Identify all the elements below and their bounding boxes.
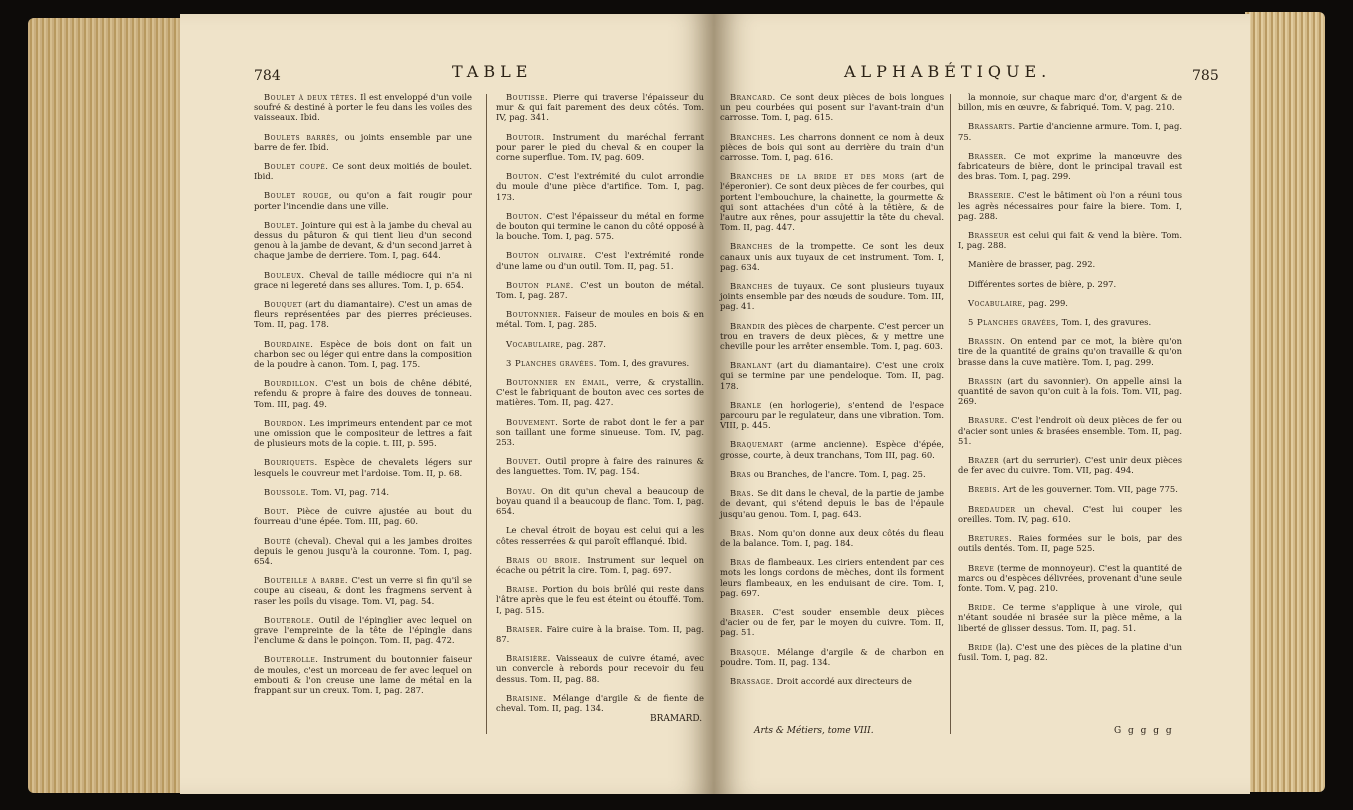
index-entry bbox=[496, 132, 704, 163]
entry-text: Instrument sur lequel on écache ou pétrit la cire. Tom. I, pag. 697. bbox=[496, 554, 704, 575]
running-head: TABLE bbox=[452, 62, 533, 81]
index-entry bbox=[254, 299, 472, 330]
entry-headword: Bouterole. bbox=[264, 614, 314, 625]
entry-headword: Brancard. bbox=[730, 92, 776, 102]
entry-text: des pièces de charpente. C'est percer un trou en travers de deux pièces, & y mettre une cheville pour les arrêter ensemble. Tom. I, pag. 603. bbox=[720, 320, 944, 352]
index-entry bbox=[496, 280, 704, 300]
entry-headword: Braisière. bbox=[506, 653, 551, 664]
index-entry bbox=[958, 190, 1182, 221]
index-entry bbox=[958, 317, 1182, 327]
index-entry bbox=[720, 241, 944, 272]
index-entry bbox=[720, 439, 944, 459]
entry-headword: Breve bbox=[968, 562, 995, 573]
entry-text: Les charrons donnent ce nom à deux pièces de bois qui sont au derrière du train d'un carrosse. Tom. I, pag. 616. bbox=[720, 131, 944, 163]
index-entry bbox=[254, 190, 472, 210]
entry-headword: Brasseur bbox=[968, 230, 1010, 241]
entry-headword: Boutonnier. bbox=[506, 309, 561, 320]
entry-text: Art de les gouverner. Tom. VII, page 775. bbox=[1002, 484, 1178, 495]
entry-headword: Brasure. bbox=[968, 415, 1008, 426]
index-entry bbox=[496, 525, 704, 545]
entry-text: pag. 299. bbox=[1028, 297, 1068, 308]
entry-headword: Bride bbox=[968, 641, 993, 652]
entry-text: C'est l'épaisseur du métal en forme de bouton qui termine le canon du côté opposé à la bouche. Tom. I, pag. 575. bbox=[496, 210, 704, 242]
entry-text: (arme ancienne). Espèce d'épée, grosse, courte, à deux tranchans, Tom III, pag. 60. bbox=[720, 439, 944, 460]
index-entry bbox=[496, 377, 704, 408]
entry-text: Faire cuire à la braise. Tom. II, pag. 87. bbox=[496, 623, 704, 644]
index-entry bbox=[254, 220, 472, 261]
index-entry bbox=[720, 281, 944, 312]
entry-text: C'est un bois de chêne débité, refendu & propre à faire des douves de tonneau. Tom. III, pag. 49. bbox=[254, 378, 473, 409]
index-entry bbox=[254, 339, 472, 370]
entry-headword: Branle bbox=[730, 399, 762, 410]
index-entry bbox=[958, 602, 1182, 633]
index-entry bbox=[496, 339, 704, 349]
text-column bbox=[720, 92, 944, 695]
entry-headword: Brassage. bbox=[730, 675, 774, 686]
text-column bbox=[254, 92, 472, 704]
entry-headword: Braser. bbox=[730, 606, 765, 617]
index-entry bbox=[958, 259, 1182, 269]
entry-text: ou Branches, de l'ancre. Tom. I, pag. 25. bbox=[753, 468, 926, 479]
index-entry bbox=[720, 488, 944, 519]
footer-line: Arts & Métiers, tome VIII. bbox=[754, 726, 874, 736]
entry-headword: Bouton. bbox=[506, 171, 543, 182]
index-entry bbox=[720, 676, 944, 686]
index-entry bbox=[496, 171, 704, 202]
entry-text: Partie d'ancienne armure. Tom. I, pag. 75. bbox=[958, 121, 1182, 142]
entry-headword: 5 Planches gravées, bbox=[968, 317, 1059, 328]
entry-headword: Branches bbox=[730, 241, 773, 252]
index-entry bbox=[496, 555, 704, 575]
entry-text: Tom. I, des gravures. bbox=[1061, 317, 1152, 328]
index-entry bbox=[496, 358, 704, 368]
entry-headword: Bras. bbox=[730, 488, 755, 499]
index-entry bbox=[720, 557, 944, 598]
entry-headword: Vocabulaire, bbox=[968, 297, 1026, 308]
index-entry bbox=[720, 528, 944, 548]
entry-headword: Brassarts. bbox=[968, 121, 1016, 132]
entry-text: la monnoie, sur chaque marc d'or, d'argent & de billon, mis en œuvre, & fabriqué. Tom. V, pag. 210. bbox=[958, 92, 1182, 113]
entry-text: C'est le bâtiment où l'on a réuni tous les agrès nécessaires pour faire la biere. Tom. I, pag. 288. bbox=[958, 190, 1182, 221]
index-entry bbox=[496, 309, 704, 329]
index-entry bbox=[254, 654, 472, 695]
entry-text: C'est un verre si fin qu'il se coupe au ciseau, & dont les fragmens servent à raser les poils du visage. Tom. VI, pag. 54. bbox=[254, 575, 472, 606]
entry-text: Jointure qui est à la jambe du cheval au dessus du pâturon & qui tient lieu d'un second genou à la jambe de devant, & d'un second jarret à chaque jambe de derriere. Tom. I, pag. 644. bbox=[254, 219, 472, 261]
running-head: ALPHABÉTIQUE. bbox=[844, 62, 1052, 81]
entry-text: Vaisseaux de cuivre étamé, avec un convercle à rebords pour recevoir du feu dessus. Tom. II, pag. 88. bbox=[496, 653, 704, 684]
entry-headword: Braise. bbox=[506, 584, 539, 595]
index-entry bbox=[958, 484, 1182, 494]
index-entry bbox=[958, 415, 1182, 446]
index-entry bbox=[496, 624, 704, 644]
entry-text: (art du serrurier). C'est unir deux pièces de fer avec du cuivre. Tom. VII, pag. 494. bbox=[958, 455, 1182, 476]
entry-headword: Bride. bbox=[968, 602, 996, 613]
index-entry bbox=[254, 161, 472, 181]
index-entry bbox=[958, 230, 1182, 250]
entry-headword: Bouterolle. bbox=[264, 654, 319, 665]
entry-text: de la trompette. Ce sont les deux canaux unis aux tuyaux de cet instrument. Tom. I, pag. 634. bbox=[720, 241, 944, 272]
index-entry bbox=[958, 298, 1182, 308]
entry-text: Ce sont deux moitiés de boulet. Ibid. bbox=[254, 161, 473, 182]
entry-headword: Bouteille à barbe. bbox=[264, 575, 349, 586]
entry-text: On dit qu'un cheval a beaucoup de boyau quand il a beaucoup de flanc. Tom. I, pag. 654. bbox=[496, 485, 704, 517]
index-entry bbox=[958, 455, 1182, 475]
index-entry bbox=[496, 92, 704, 123]
index-entry bbox=[720, 360, 944, 391]
entry-text: de tuyaux. Ce sont plusieurs tuyaux joints ensemble par des nœuds de soudure. Tom. III, pag. 41. bbox=[720, 281, 944, 312]
entry-headword: Brebis. bbox=[968, 484, 1001, 495]
entry-text: Faiseur de moules en bois & en métal. Tom. I, pag. 285. bbox=[496, 309, 705, 330]
index-entry bbox=[496, 211, 704, 242]
entry-text: Nom qu'on donne aux deux côtés du fleau de la balance. Tom. I, pag. 184. bbox=[720, 527, 944, 548]
text-column bbox=[496, 92, 704, 722]
entry-headword: Bouton plané. bbox=[506, 279, 574, 290]
index-entry bbox=[254, 92, 472, 123]
column-rule bbox=[950, 94, 951, 734]
entry-text: Tom. VI, pag. 714. bbox=[311, 486, 389, 497]
entry-headword: Boyau. bbox=[506, 485, 536, 496]
index-entry bbox=[254, 615, 472, 646]
entry-text: est celui qui fait & vend la bière. Tom. I, pag. 288. bbox=[958, 230, 1182, 251]
index-entry bbox=[254, 487, 472, 497]
entry-text: Outil propre à faire des rainures & des languettes. Tom. IV, pag. 154. bbox=[496, 456, 704, 477]
index-entry bbox=[496, 250, 704, 270]
entry-text: Il est enveloppé d'un voile soufré & destiné à porter le feu dans les voiles des vaisseaux. Ibid. bbox=[254, 92, 472, 123]
entry-text: Raies formées sur le bois, par des outils dentés. Tom. II, page 525. bbox=[958, 533, 1182, 554]
entry-text: (art du diamantaire). C'est un amas de fleurs représentées par des pierres précieuses. Tom. II, pag. 178. bbox=[254, 299, 472, 330]
entry-text: Portion du bois brûlé qui reste dans l'âtre après que le feu est éteint ou étouffé. Tom. I, pag. 515. bbox=[496, 584, 704, 615]
entry-headword: Brassin bbox=[968, 375, 1003, 386]
entry-headword: Boulet. bbox=[264, 219, 299, 230]
entry-headword: 3 Planches gravées. bbox=[506, 357, 597, 368]
entry-headword: Boutisse. bbox=[506, 92, 549, 102]
entry-text: verre, & crystallin. C'est le fabriquant de bouton avec ces sortes de matières. Tom. II, pag. 427. bbox=[496, 377, 704, 408]
entry-headword: Brassin. bbox=[968, 336, 1006, 347]
entry-headword: Bourdaine. bbox=[264, 338, 314, 349]
entry-text: Se dit dans le cheval, de la partie de jambe de devant, qui s'étend depuis le bas de l'épaule jusqu'au genou. Tom. I, pag. 643. bbox=[720, 488, 944, 519]
entry-text: C'est un bouton de métal. Tom. I, pag. 287. bbox=[496, 279, 704, 301]
entry-headword: Bouleux. bbox=[264, 269, 305, 280]
entry-headword: Branches. bbox=[730, 131, 776, 142]
entry-text: (cheval). Cheval qui a les jambes droites depuis le genou jusqu'à la couronne. Tom. I, pag. 654. bbox=[254, 535, 472, 566]
index-entry bbox=[720, 607, 944, 638]
index-entry bbox=[254, 378, 472, 409]
entry-text: Mélange d'argile & de charbon en poudre. Tom. II, pag. 134. bbox=[720, 646, 944, 667]
entry-text: (art de l'éperonier). Ce sont deux pièces de fer courbes, qui portent l'embouchure, la chainette, la gourmette & qui sont attachées d'un côté à la têtière, & de l'autre aux rênes, pour assujettir la tête du cheval. Tom. II, pag. 447. bbox=[720, 171, 944, 233]
entry-text: Tom. I, des gravures. bbox=[599, 357, 690, 368]
entry-text: Droit accordé aux directeurs de bbox=[776, 675, 912, 686]
entry-headword: Bouvet. bbox=[506, 456, 542, 467]
entry-headword: Boulet rouge, bbox=[264, 190, 333, 201]
entry-text: Outil de l'épinglier avec lequel on grave l'empreinte de la tête de l'épingle dans l'enclume & dans le poinçon. Tom. II, pag. 472. bbox=[254, 614, 472, 646]
entry-text: de flambeaux. Les ciriers entendent par ces mots les longs cordons de mèches, dont ils forment leurs flambeaux, en les enduisant de cire. Tom. I, pag. 697. bbox=[720, 557, 944, 598]
entry-headword: Brandir bbox=[730, 320, 766, 331]
index-entry bbox=[958, 563, 1182, 594]
entry-text: Instrument du boutonnier faiseur de moules, c'est un morceau de fer avec lequel on embouti & l'on creuse une lame de métal en la frappant sur un creux. Tom. I, pag. 287. bbox=[254, 654, 472, 695]
index-entry bbox=[958, 279, 1182, 289]
index-entry bbox=[254, 418, 472, 449]
entry-headword: Boulet à deux têtes. bbox=[264, 92, 358, 102]
book-fore-edge-right bbox=[1245, 12, 1325, 792]
entry-headword: Boulets barrés, bbox=[264, 131, 339, 142]
book-fore-edge-left bbox=[28, 18, 188, 793]
entry-text: Ce sont deux pièces de bois longues un peu courbées qui posent sur l'avant-train d'un carrosse. Tom. I, pag. 615. bbox=[720, 92, 944, 123]
index-entry bbox=[496, 417, 704, 448]
entry-headword: Bretures. bbox=[968, 533, 1013, 544]
index-entry bbox=[254, 457, 472, 477]
entry-headword: Braiser. bbox=[506, 623, 544, 634]
entry-text: Ce mot exprime la manœuvre des fabricateurs de bière, dont le principal travail est des bras. Tom. I, pag. 299. bbox=[958, 150, 1182, 182]
index-entry bbox=[958, 533, 1182, 553]
entry-headword: Boutonnier en émail, bbox=[506, 377, 610, 388]
entry-headword: Bouton. bbox=[506, 210, 543, 221]
entry-headword: Brasque. bbox=[730, 646, 771, 657]
index-entry bbox=[254, 575, 472, 606]
entry-headword: Bredauder bbox=[968, 503, 1016, 514]
entry-headword: Boulet coupé. bbox=[264, 161, 329, 172]
right-page bbox=[714, 14, 1250, 794]
entry-text: Manière de brasser, pag. 292. bbox=[968, 259, 1096, 270]
entry-text: Cheval de taille médiocre qui n'a ni grace ni legereté dans ses allures. Tom. I, p. 654. bbox=[254, 269, 472, 290]
entry-text: Ce terme s'applique à une virole, qui n'étant soudée ni brasée sur la pièce même, a la liberté de glisser dessus. Tom. II, pag. 51. bbox=[958, 602, 1182, 633]
entry-text: (art du diamantaire). C'est une croix qui se termine par une pendeloque. Tom. II, pag. 178. bbox=[720, 360, 944, 391]
entry-headword: Bouvement. bbox=[506, 416, 559, 427]
entry-text: Le cheval étroit de boyau est celui qui a les côtes resserrées & qui paroît efflanqué. Ibid. bbox=[496, 525, 704, 546]
entry-headword: Brasser. bbox=[968, 150, 1007, 161]
entry-headword: Boutoir. bbox=[506, 131, 545, 142]
left-page bbox=[180, 14, 714, 794]
index-entry bbox=[958, 642, 1182, 662]
index-entry bbox=[496, 584, 704, 615]
entry-text: C'est souder ensemble deux pièces d'acier ou de fer, par le moyen du cuivre. Tom. II, pag. 51. bbox=[720, 606, 945, 638]
entry-headword: Boussole. bbox=[264, 486, 309, 497]
entry-headword: Braisine. bbox=[506, 692, 547, 703]
entry-headword: Bras bbox=[730, 557, 752, 568]
entry-text: Instrument du maréchal ferrant pour parer le pied du cheval & en couper la corne superflue. Tom. IV, pag. 609. bbox=[496, 131, 704, 163]
index-entry bbox=[496, 693, 704, 713]
entry-text: (en horlogerie), s'entend de l'espace parcouru par le regulateur, dans une vibration. Tom. VIII, p. 445. bbox=[720, 399, 944, 431]
index-entry bbox=[254, 270, 472, 290]
entry-headword: Branches de la bride et des mors bbox=[730, 171, 905, 182]
entry-headword: Brazer bbox=[968, 455, 1000, 466]
entry-headword: Branches bbox=[730, 281, 773, 292]
entry-headword: Bras bbox=[730, 468, 752, 479]
index-entry bbox=[958, 92, 1182, 112]
index-entry bbox=[958, 336, 1182, 367]
entry-text: (art du savonnier). On appelle ainsi la quantité de savon qu'on cuit à la fois. Tom. VII, pag. 269. bbox=[958, 375, 1182, 407]
entry-text: Différentes sortes de bière, p. 297. bbox=[968, 278, 1117, 289]
entry-text: On entend par ce mot, la bière qu'on tire de la quantité de grains qu'on travaille & qu'on brasse dans la cuve matière. Tom. I, pag. 299. bbox=[958, 336, 1182, 367]
entry-text: Espèce de bois dont on fait un charbon sec ou léger qui entre dans la composition de la poudre à canon. Tom. I, pag. 175. bbox=[254, 338, 472, 370]
index-entry bbox=[958, 121, 1182, 141]
index-entry bbox=[720, 321, 944, 352]
entry-text: (terme de monnoyeur). C'est la quantité de marcs ou d'espèces délivrées, provenant d'une seule fonte. Tom. V, pag. 210. bbox=[958, 562, 1183, 593]
index-entry bbox=[720, 92, 944, 123]
entry-text: pag. 287. bbox=[566, 338, 606, 349]
entry-headword: Bout. bbox=[264, 506, 290, 517]
index-entry bbox=[254, 506, 472, 526]
entry-text: C'est l'endroit où deux pièces de fer ou d'acier sont unies & brasées ensemble. Tom. II, pag. 51. bbox=[958, 415, 1183, 446]
entry-text: Pièce de cuivre ajustée au bout du fourreau d'une épée. Tom. III, pag. 60. bbox=[254, 506, 472, 527]
entry-text: Mélange d'argile & de fiente de cheval. Tom. II, pag. 134. bbox=[496, 692, 704, 713]
entry-text: Sorte de rabot dont le fer a par son taillant une forme sinueuse. Tom. IV, pag. 253. bbox=[496, 416, 704, 448]
index-entry bbox=[720, 171, 944, 232]
entry-text: C'est l'extrémité du culot arrondie du moule d'une pièce d'artifice. Tom. I, pag. 173. bbox=[496, 171, 704, 202]
entry-headword: Bras. bbox=[730, 527, 755, 538]
entry-text: Espèce de chevalets légers sur lesquels le couvreur met l'ardoise. Tom. II, p. 68. bbox=[254, 457, 472, 478]
entry-text: C'est l'extrémité ronde d'une lame ou d'un outil. Tom. II, pag. 51. bbox=[496, 250, 704, 271]
text-column bbox=[958, 92, 1182, 671]
entry-headword: Brais ou broie. bbox=[506, 554, 581, 565]
signature-mark: G g g g g bbox=[1114, 726, 1174, 736]
index-entry bbox=[720, 647, 944, 667]
index-entry bbox=[720, 469, 944, 479]
entry-text: un cheval. C'est lui couper les oreilles. Tom. IV, pag. 610. bbox=[958, 503, 1182, 524]
entry-headword: Bouté bbox=[264, 535, 292, 546]
index-entry bbox=[958, 376, 1182, 407]
catchword: BRAMARD. bbox=[650, 714, 703, 724]
index-entry bbox=[254, 536, 472, 567]
index-entry bbox=[254, 132, 472, 152]
entry-headword: Bouquet bbox=[264, 299, 302, 310]
entry-headword: Braquemart bbox=[730, 439, 784, 450]
index-entry bbox=[720, 400, 944, 431]
entry-text: Pierre qui traverse l'épaisseur du mur & qui fait parement des deux côtés. Tom. IV, pag. 341. bbox=[496, 92, 704, 123]
index-entry bbox=[720, 132, 944, 163]
entry-headword: Bouton olivaire. bbox=[506, 250, 587, 261]
entry-headword: Bourdillon. bbox=[264, 378, 319, 389]
entry-text: ou joints ensemble par une barre de fer. Ibid. bbox=[254, 131, 472, 152]
page-number: 784 bbox=[254, 68, 281, 84]
entry-headword: Bourdon. bbox=[264, 417, 307, 428]
index-entry bbox=[496, 456, 704, 476]
entry-headword: Vocabulaire, bbox=[506, 338, 564, 349]
index-entry bbox=[496, 653, 704, 684]
entry-text: ou qu'on a fait rougir pour porter l'incendie dans une ville. bbox=[254, 190, 472, 211]
entry-headword: Bouriquets. bbox=[264, 457, 318, 468]
index-entry bbox=[958, 504, 1182, 524]
column-rule bbox=[486, 94, 487, 734]
entry-text: Les imprimeurs entendent par ce mot une omission que le compositeur de lettres a fait de plusieurs mots de la copie. t. III, p. 595. bbox=[254, 417, 472, 449]
entry-headword: Brasserie. bbox=[968, 190, 1015, 201]
index-entry bbox=[496, 486, 704, 517]
entry-headword: Branlant bbox=[730, 360, 772, 371]
index-entry bbox=[958, 151, 1182, 182]
entry-text: (la). C'est une des pièces de la platine d'un fusil. Tom. I, pag. 82. bbox=[958, 641, 1182, 662]
page-number: 785 bbox=[1192, 68, 1219, 84]
